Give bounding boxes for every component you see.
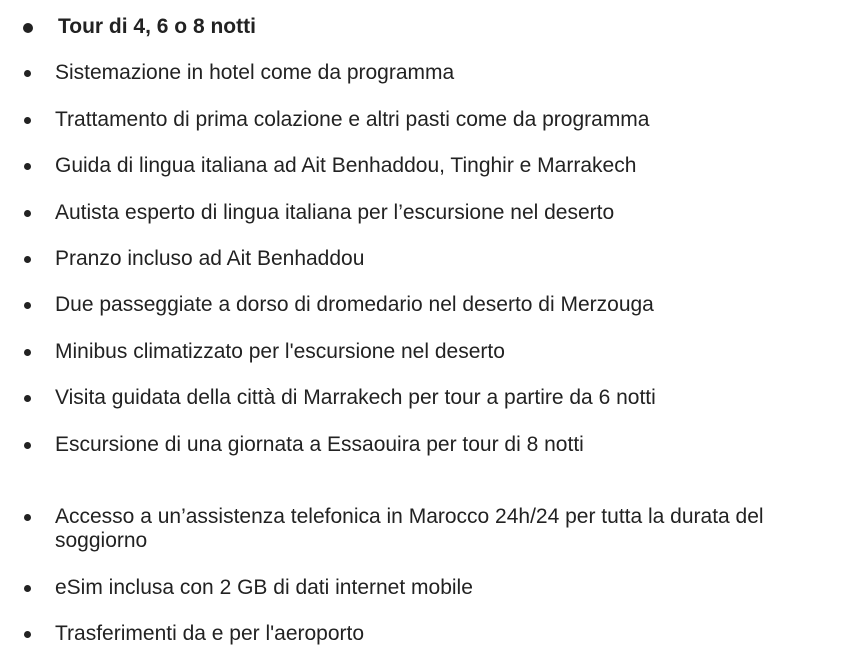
- bullet-icon: [24, 163, 31, 170]
- list-item-text: Trasferimenti da e per l'aeroporto: [55, 622, 365, 645]
- list-item-text: Minibus climatizzato per l'escursione nel deserto: [55, 340, 505, 363]
- bullet-icon: [24, 442, 31, 449]
- bullet-icon: [24, 349, 31, 356]
- bullet-icon: [24, 210, 31, 217]
- bullet-icon: [24, 514, 31, 521]
- list-item-text: eSim inclusa con 2 GB di dati internet mobile: [55, 576, 473, 599]
- list-item-text: Visita guidata della città di Marrakech per tour a partire da 6 notti: [55, 386, 656, 409]
- list-item-text: Pranzo incluso ad Ait Benhaddou: [55, 247, 365, 270]
- bullet-icon: [24, 395, 31, 402]
- list-item-text: Due passeggiate a dorso di dromedario nel deserto di Merzouga: [55, 293, 654, 316]
- list-item-text: Autista esperto di lingua italiana per l’escursione nel deserto: [55, 201, 615, 224]
- bullet-icon: [24, 117, 31, 124]
- bullet-icon: [24, 256, 31, 263]
- list-item-text: Guida di lingua italiana ad Ait Benhaddou, Tinghir e Marrakech: [55, 154, 637, 177]
- bullet-icon: [24, 302, 31, 309]
- bullet-icon: [24, 585, 31, 592]
- list-item-text: Trattamento di prima colazione e altri pasti come da programma: [55, 108, 650, 131]
- list-item-text: Tour di 4, 6 o 8 notti: [58, 15, 256, 38]
- bullet-icon: [24, 70, 31, 77]
- list-item-text: Sistemazione in hotel come da programma: [55, 61, 455, 84]
- list-item-text: Escursione di una giornata a Essaouira per tour di 8 notti: [55, 433, 584, 456]
- list-item-text: Accesso a un’assistenza telefonica in Marocco 24h/24 per tutta la durata del soggiorno: [55, 505, 764, 552]
- bullet-icon: [23, 23, 33, 33]
- bullet-icon: [24, 631, 31, 638]
